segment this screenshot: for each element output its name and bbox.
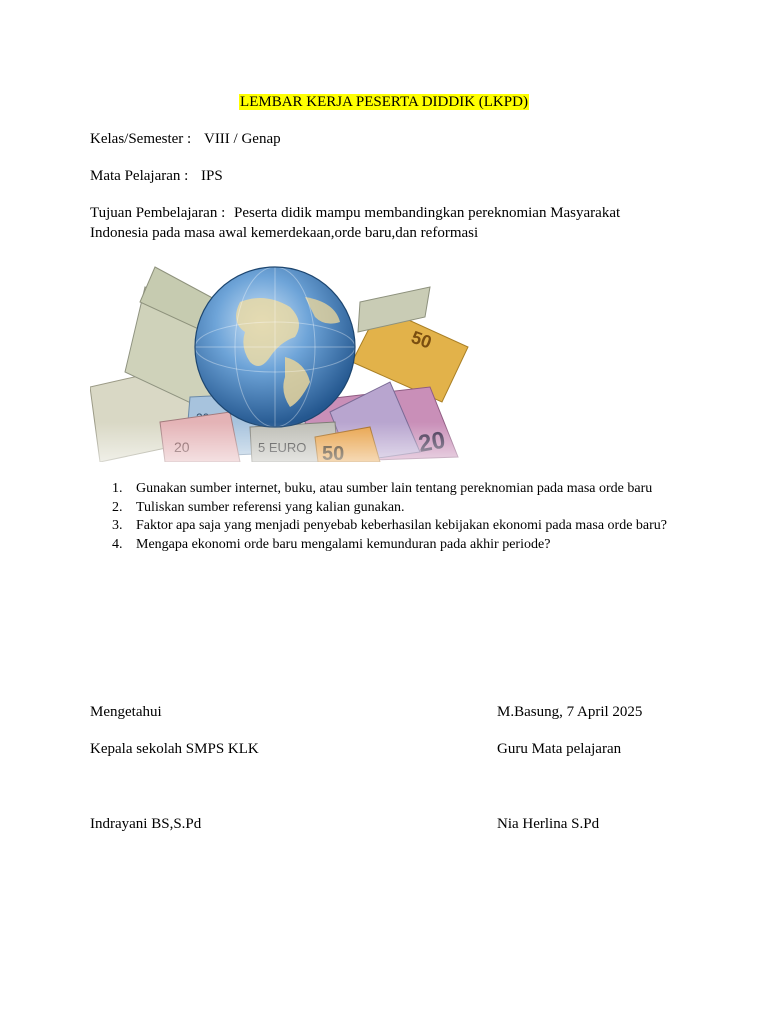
place-date: M.Basung, 7 April 2025: [497, 704, 643, 720]
principal-name: Indrayani BS,S.Pd: [90, 816, 202, 832]
subject-label: Mata Pelajaran :: [90, 168, 189, 184]
task-list: [90, 480, 667, 554]
learning-goal-line-2: Indonesia pada masa awal kemerdekaan,orde baru,dan reformasi: [90, 225, 479, 241]
list-item: [90, 499, 667, 518]
learning-goal-label: Tujuan Pembelajaran :: [90, 205, 226, 221]
subject-value: IPS: [201, 168, 223, 184]
list-item-text: Gunakan sumber internet, buku, atau sumber lain tentang pereknomian pada masa orde baru: [136, 481, 653, 496]
teacher-role: Guru Mata pelajaran: [497, 741, 622, 757]
class-semester-label: Kelas/Semester :: [90, 131, 192, 147]
list-item-text: Faktor apa saja yang menjadi penyebab keberhasilan kebijakan ekonomi pada masa orde baru?: [136, 518, 668, 533]
list-item-number: 4.: [112, 536, 123, 552]
list-item-number: 1.: [112, 481, 123, 496]
list-item-text: Tuliskan sumber referensi yang kalian gunakan.: [136, 499, 405, 515]
globe-money-image: [90, 262, 472, 462]
document-title: [0, 92, 768, 112]
list-item-number: 3.: [112, 518, 123, 533]
learning-goal: [90, 203, 650, 243]
list-item-text: Mengapa ekonomi orde baru mengalami kemunduran pada akhir periode?: [136, 536, 551, 552]
learning-goal-line-1: Peserta didik mampu membandingkan pereknomian Masyarakat: [234, 205, 621, 221]
list-item-number: 2.: [112, 499, 123, 515]
teacher-name: Nia Herlina S.Pd: [497, 816, 600, 832]
class-semester-row: [90, 129, 281, 149]
subject-row: [90, 166, 223, 186]
list-item: [90, 517, 667, 536]
document-title-text: LEMBAR KERJA PESERTA DIDDIK (LKPD): [240, 94, 528, 110]
class-semester-value: VIII / Genap: [203, 131, 281, 147]
acknowledge-label: Mengetahui: [90, 704, 162, 720]
list-item: [90, 480, 667, 499]
principal-role: Kepala sekolah SMPS KLK: [90, 741, 259, 757]
list-item: [90, 536, 667, 555]
